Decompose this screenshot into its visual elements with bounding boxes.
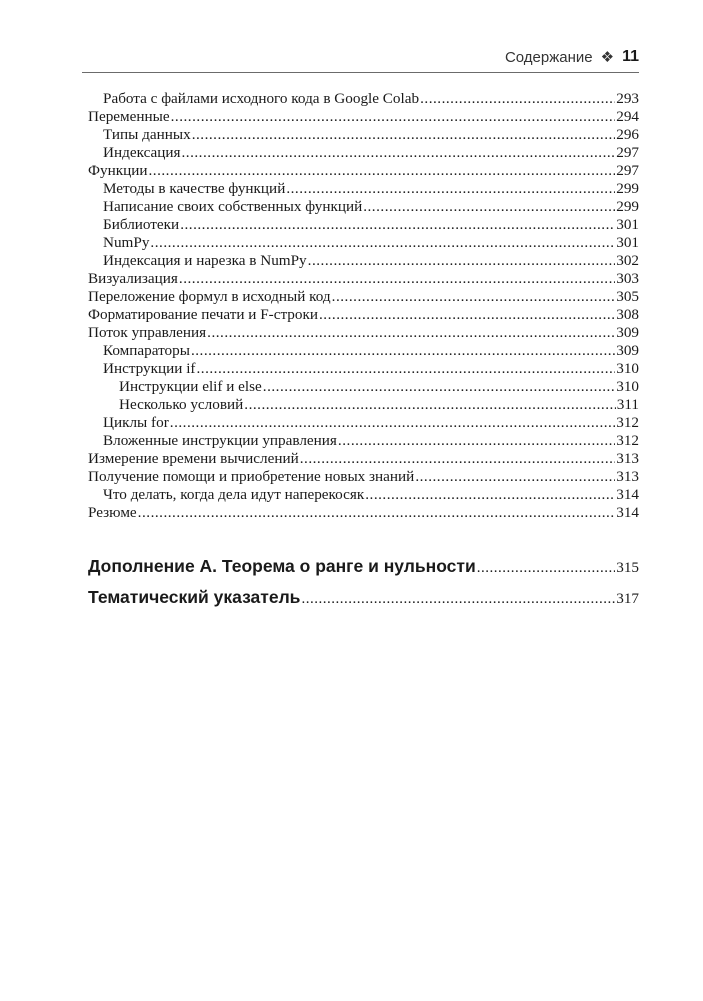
toc-entry[interactable] [88, 144, 639, 162]
toc-entry-page: 310 [616, 360, 639, 377]
toc-entry-title: Инструкции elif и else [119, 378, 262, 395]
toc-entry[interactable] [88, 306, 639, 324]
dot-leader [286, 180, 615, 198]
toc-entry[interactable] [88, 360, 639, 378]
dot-leader [420, 90, 615, 108]
toc-entry-title: Поток управления [88, 324, 207, 341]
toc-entry[interactable] [88, 252, 639, 270]
toc-entry-title: Несколько условий [119, 396, 244, 413]
toc-entry-page: 297 [616, 144, 639, 161]
dot-leader [150, 234, 615, 252]
dot-leader [207, 324, 615, 342]
toc-entry-title: Получение помощи и приобретение новых знаний [88, 468, 415, 485]
dot-leader [171, 108, 616, 126]
toc-entry-page: 299 [616, 198, 639, 215]
toc-entry-page: 313 [616, 468, 639, 485]
toc-entry-title: NumPy [103, 234, 150, 251]
dot-leader [363, 198, 615, 216]
toc-entry-title: Форматирование печати и F-строки [88, 306, 318, 323]
toc-entry[interactable] [88, 216, 639, 234]
toc-entry-page: 313 [616, 450, 639, 467]
toc-entry-page: 299 [616, 180, 639, 197]
running-header [82, 44, 639, 70]
toc-entry[interactable] [88, 198, 639, 216]
toc-entry[interactable] [88, 468, 639, 486]
dot-leader [338, 432, 615, 450]
dot-leader [300, 450, 615, 468]
dot-leader [138, 504, 616, 522]
toc-entry[interactable] [88, 378, 639, 396]
toc-entry-title: Индексация [103, 144, 181, 161]
toc-entry-page: 297 [616, 162, 639, 179]
dot-leader [180, 216, 615, 234]
toc-entry[interactable] [88, 450, 639, 468]
toc-entry-page: 302 [616, 252, 639, 269]
chapter-entry-page: 317 [616, 590, 639, 607]
toc-entry[interactable] [88, 162, 639, 180]
toc-entry-page: 296 [616, 126, 639, 143]
dot-leader [192, 126, 616, 144]
toc-entry-page: 312 [616, 414, 639, 431]
toc-entry-page: 308 [616, 306, 639, 323]
toc-entry-page: 301 [616, 234, 639, 251]
toc-entry-title: Индексация и нарезка в NumPy [103, 252, 307, 269]
toc-entry-title: Вложенные инструкции управления [103, 432, 337, 449]
dot-leader [181, 144, 615, 162]
dot-leader [415, 468, 615, 486]
toc-entry[interactable] [88, 90, 639, 108]
toc-entry[interactable] [88, 270, 639, 288]
toc-entry-page: 309 [616, 324, 639, 341]
toc-entry[interactable] [88, 342, 639, 360]
toc-entry-title: Работа с файлами исходного кода в Google Colab [103, 90, 420, 107]
toc-entry-title: Измерение времени вычислений [88, 450, 299, 467]
header-page-number: 11 [622, 48, 639, 65]
chapter-entry-title: Тематический указатель [88, 587, 301, 607]
toc-entry-title: Что делать, когда дела идут наперекосяк [103, 486, 365, 503]
toc-entry[interactable] [88, 432, 639, 450]
toc-entry[interactable] [88, 126, 639, 144]
dot-leader [196, 360, 615, 378]
toc-entry[interactable] [88, 504, 639, 522]
chapter-entry-page: 315 [616, 559, 639, 576]
toc-entry[interactable] [88, 324, 639, 342]
dot-leader [319, 306, 615, 324]
toc-entry-title: Переменные [88, 108, 170, 125]
toc-entry-title: Компараторы [103, 342, 190, 359]
dot-leader [191, 342, 615, 360]
dot-leader [332, 288, 616, 306]
toc-entry-page: 294 [616, 108, 639, 125]
toc-entry-title: Библиотеки [103, 216, 180, 233]
toc-entry[interactable] [88, 486, 639, 504]
toc-entry[interactable] [88, 414, 639, 432]
toc-entry-page: 314 [616, 504, 639, 521]
dot-leader [301, 586, 615, 612]
toc-entry-title: Визуализация [88, 270, 178, 287]
dot-leader [179, 270, 615, 288]
chapter-entry[interactable] [88, 584, 639, 610]
toc-entry-title: Функции [88, 162, 148, 179]
dot-leader [170, 414, 615, 432]
chapter-entry[interactable] [88, 553, 639, 579]
toc-entry-title: Инструкции if [103, 360, 196, 377]
dot-leader [477, 555, 615, 581]
toc-entry-title: Циклы for [103, 414, 169, 431]
dot-leader [148, 162, 615, 180]
toc-entry-page: 293 [616, 90, 639, 107]
toc-entry-page: 301 [616, 216, 639, 233]
toc-entry[interactable] [88, 180, 639, 198]
dot-leader [308, 252, 616, 270]
toc-entry-page: 303 [616, 270, 639, 287]
toc-entry-page: 314 [616, 486, 639, 503]
toc-entry-page: 311 [616, 396, 639, 413]
header-section-title: Содержание [504, 48, 593, 66]
toc-entry-title: Переложение формул в исходный код [88, 288, 331, 305]
toc-entry-title: Написание своих собственных функций [103, 198, 363, 215]
toc-entry-page: 305 [616, 288, 639, 305]
header-rule [82, 72, 639, 73]
toc-entry-page: 312 [616, 432, 639, 449]
dot-leader [263, 378, 615, 396]
dot-leader [365, 486, 615, 504]
table-of-contents [88, 90, 639, 522]
toc-entry-page: 310 [616, 378, 639, 395]
chapter-entry-title: Дополнение A. Теорема о ранге и нульности [88, 556, 476, 576]
toc-entry-title: Резюме [88, 504, 137, 521]
toc-entry[interactable] [88, 396, 639, 414]
toc-entry[interactable] [88, 288, 639, 306]
toc-entry-page: 309 [616, 342, 639, 359]
toc-entry-title: Методы в качестве функций [103, 180, 286, 197]
chapter-list [88, 553, 639, 615]
dot-leader [244, 396, 616, 414]
toc-entry-title: Типы данных [103, 126, 191, 143]
toc-entry[interactable] [88, 108, 639, 126]
header-ornament-icon: ❖ [600, 49, 615, 66]
toc-entry[interactable] [88, 234, 639, 252]
